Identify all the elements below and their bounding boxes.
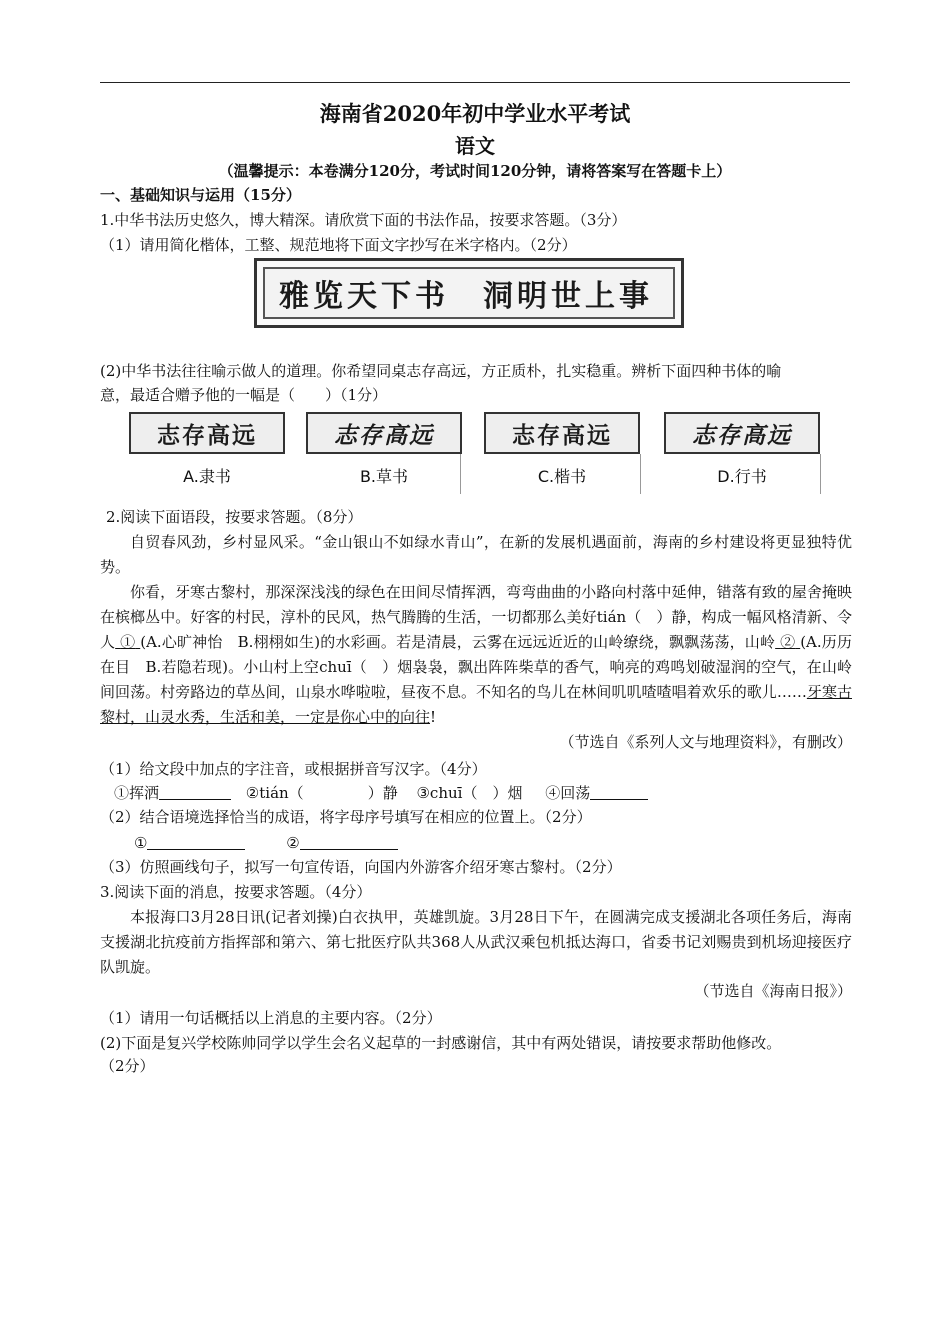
- q1-sub1: （1）请用简化楷体，工整、规范地将下面文字抄写在米字格内。（2分）: [100, 236, 577, 254]
- option-a-image: 志存高远: [129, 412, 285, 454]
- q2-source: （节选自《系列人文与地理资料》，有删改）: [559, 733, 852, 751]
- q2-sub3: （3）仿照画线句子，拟写一句宣传语，向国内外游客介绍牙寒古黎村。（2分）: [100, 858, 622, 876]
- answer-blank[interactable]: [590, 785, 648, 800]
- exam-tip: （温馨提示：本卷满分120分，考试时间120分钟，请将答案写在答题卡上）: [218, 162, 732, 180]
- q2-sub2-items: ① ②: [100, 834, 852, 852]
- q3-source: （节选自《海南日报》）: [694, 982, 852, 1000]
- answer-blank[interactable]: [147, 835, 245, 850]
- option-c-label: C.楷书: [537, 467, 587, 486]
- calligraphy-text: 雅览天下书 洞明世上事: [279, 279, 653, 314]
- option-separator: [820, 454, 821, 494]
- option-d-label: D.行书: [717, 467, 767, 486]
- answer-blank[interactable]: [159, 785, 231, 800]
- option-c-image: 志存高远: [484, 412, 640, 454]
- option-d-image: 志存高远: [664, 412, 820, 454]
- q2-stem: 2.阅读下面语段，按要求答题。（8分）: [106, 508, 363, 526]
- header-rule: [100, 82, 850, 83]
- option-a-label: A.隶书: [183, 467, 231, 486]
- q3-stem: 3.阅读下面的消息，按要求答题。（4分）: [100, 883, 372, 901]
- calligraphy-image: [254, 258, 684, 328]
- q1-stem: 1.中华书法历史悠久，博大精深。请欣赏下面的书法作品，按要求答题。（3分）: [100, 211, 627, 229]
- q2-paragraph-2: 你看，牙寒古黎村，那深深浅浅的绿色在田间尽情挥洒，弯弯曲曲的小路向村落中延伸，错落有致的屋舍掩映在槟榔丛中。好客的村民，淳朴的民风，热气腾腾的生活，一切都那么美好tián（ ）静，构成一幅风格清新、令人 ① (A.心旷神怡 B.栩栩如生)的水彩画。若是清晨，云雾在远远近近的山岭缭绕，飘飘荡荡，山岭 ② (A.历历在目 B.若隐若现)。小山村上空chuī（ ）烟袅袅，飘出阵阵柴草的香气，响亮的鸡鸣划破湿润的空气，在山岭间回荡。村旁路边的草丛间，山泉水哗啦啦，昼夜不息。不知名的鸟儿在林间叽叽喳喳唱着欢乐的歌儿……牙寒古黎村，山灵水秀，生活和美，一定是你心中的向往!: [100, 583, 852, 726]
- q3-sub1: （1）请用一句话概括以上消息的主要内容。（2分）: [100, 1009, 442, 1027]
- exam-subject: 语文: [455, 134, 495, 158]
- q3-paragraph: 本报海口3月28日讯(记者刘操)白衣执甲，英雄凯旋。3月28日下午，在圆满完成支援湖北各项任务后，海南支援湖北抗疫前方指挥部和第六、第七批医疗队共368人从武汉乘包机抵达海口，省委书记刘赐贵到机场迎接医疗队凯旋。: [100, 908, 852, 976]
- exam-title: 海南省2020年初中学业水平考试: [319, 101, 631, 126]
- q2-sub1-items: ①挥洒 ②tián（ ）静 ③chuī（ ）烟 ④回荡: [100, 784, 852, 802]
- section-heading: 一、基础知识与运用（15分）: [100, 186, 301, 204]
- q3-sub2-line2: （2分）: [100, 1057, 155, 1075]
- underlined-sentence: 牙寒古黎村，山灵水秀，生活和美，一定是你心中的向往: [100, 683, 852, 726]
- q1-sub2-line2: 意，最适合赠予他的一幅是（ ）（1分）: [100, 386, 388, 404]
- option-b-image: 志存高远: [306, 412, 462, 454]
- q3-sub2-line1: (2)下面是复兴学校陈帅同学以学生会名义起草的一封感谢信，其中有两处错误，请按要求帮助他修改。: [100, 1034, 782, 1052]
- q1-sub2-line1: (2)中华书法往往喻示做人的道理。你希望同桌志存高远，方正质朴，扎实稳重。辨析下面四种书体的喻: [100, 362, 782, 380]
- q2-paragraph-1: 自贸春风劲，乡村显风采。“金山银山不如绿水青山”，在新的发展机遇面前，海南的乡村建设将更显独特优势。: [100, 533, 852, 576]
- blank-1: ①: [120, 633, 136, 651]
- option-b-label: B.草书: [359, 467, 409, 486]
- blank-2: ②: [780, 633, 796, 651]
- q2-sub2: （2）结合语境选择恰当的成语，将字母序号填写在相应的位置上。（2分）: [100, 808, 592, 826]
- option-separator: [640, 454, 641, 494]
- q2-sub1: （1）给文段中加点的字注音，或根据拼音写汉字。（4分）: [100, 760, 487, 778]
- answer-blank[interactable]: [300, 835, 398, 850]
